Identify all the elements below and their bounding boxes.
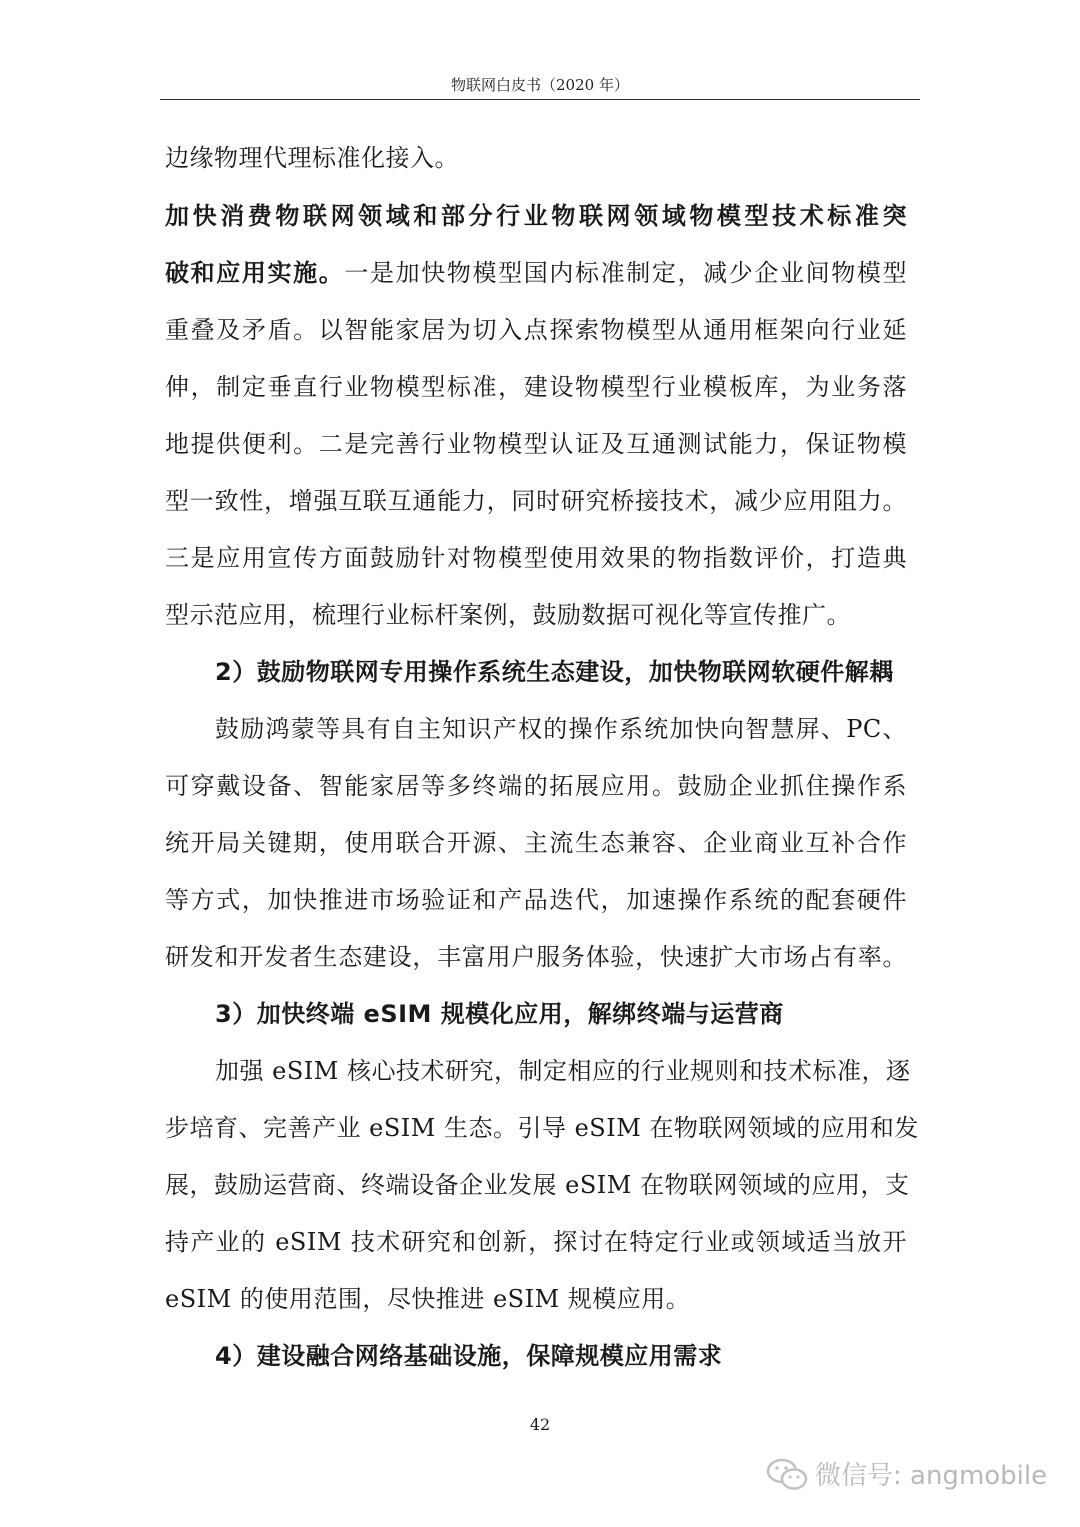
text-line: 三是应用宣传方面鼓励针对物模型使用效果的物指数评价，打造典 [165, 544, 907, 572]
text-line: 研发和开发者生态建设，丰富用户服务体验，快速扩大市场占有率。 [165, 943, 907, 971]
header-rule [160, 99, 920, 100]
text-line: 持产业的 eSIM 技术研究和创新，探讨在特定行业或领域适当放开 [165, 1228, 907, 1256]
text-line: eSIM 的使用范围，尽快推进 eSIM 规模应用。 [165, 1285, 691, 1313]
text-line: 展，鼓励运营商、终端设备企业发展 eSIM 在物联网领域的应用，支 [165, 1171, 910, 1199]
running-header: 物联网白皮书（2020 年） [451, 76, 629, 94]
text-line: 型示范应用，梳理行业标杆案例，鼓励数据可视化等宣传推广。 [165, 601, 851, 629]
section-heading: 4）建设融合网络基础设施，保障规模应用需求 [215, 1342, 723, 1370]
text-line: 伸，制定垂直行业物模型标准，建设物模型行业模板库，为业务落 [165, 373, 907, 401]
text-line: 可穿戴设备、智能家居等多终端的拓展应用。鼓励企业抓住操作系 [165, 772, 907, 800]
text-line: 重叠及矛盾。以智能家居为切入点探索物模型从通用框架向行业延 [165, 316, 907, 344]
text-line: 边缘物理代理标准化接入。 [165, 144, 459, 172]
section-heading: 2）鼓励物联网专用操作系统生态建设，加快物联网软硬件解耦 [215, 658, 894, 686]
page-number: 42 [529, 1415, 551, 1434]
text-line: 破和应用实施。一是加快物模型国内标准制定，减少企业间物模型 [165, 259, 907, 287]
text-line: 步培育、完善产业 eSIM 生态。引导 eSIM 在物联网领域的应用和发 [165, 1114, 919, 1142]
text-line: 加强 eSIM 核心技术研究，制定相应的行业规则和技术标准，逐 [215, 1057, 911, 1085]
watermark-text: 微信号: angmobile [815, 1461, 1048, 1491]
wechat-icon [765, 1456, 809, 1492]
section-heading: 3）加快终端 eSIM 规模化应用，解绑终端与运营商 [215, 1000, 784, 1028]
watermark [765, 1455, 1047, 1492]
text-line: 型一致性，增强互联互通能力，同时研究桥接技术，减少应用阻力。 [165, 487, 907, 515]
text-line: 统开局关键期，使用联合开源、主流生态兼容、企业商业互补合作 [165, 829, 907, 857]
text-line: 地提供便利。二是完善行业物模型认证及互通测试能力，保证物模 [165, 430, 907, 458]
text-line: 等方式，加快推进市场验证和产品迭代，加速操作系统的配套硬件 [165, 886, 907, 914]
text-line-bold: 加快消费物联网领域和部分行业物联网领域物模型技术标准突 [165, 202, 907, 230]
text-line: 鼓励鸿蒙等具有自主知识产权的操作系统加快向智慧屏、PC、 [215, 715, 907, 743]
